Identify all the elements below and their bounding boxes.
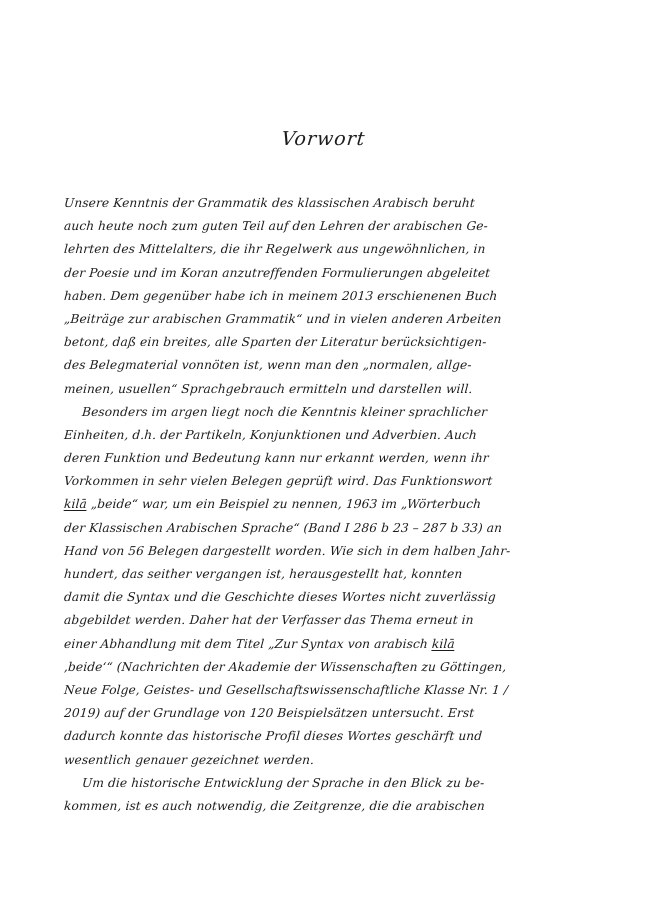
text-line: kommen, ist es auch notwendig, die Zeitgrenze, die die arabischen — [63, 798, 486, 813]
underlined-term: kilā — [63, 497, 88, 512]
text-line: haben. Dem gegenüber habe ich in meinem 2013 erschienenen Buch — [63, 288, 498, 303]
text-line: des Belegmaterial vonnöten ist, wenn man den „normalen, allge- — [63, 358, 473, 373]
text-line: Neue Folge, Geistes- und Gesellschaftswissenschaftliche Klasse Nr. 1 / — [63, 682, 509, 697]
text-line: der Poesie und im Koran anzutreffenden Formulierungen abgeleitet — [63, 265, 491, 280]
text-line: 2019) auf der Grundlage von 120 Beispielsätzen untersucht. Erst — [63, 706, 475, 721]
text-line: deren Funktion und Bedeutung kann nur erkannt werden, wenn ihr — [63, 451, 490, 466]
page-title: Vorwort — [280, 128, 367, 150]
text-line: „Beiträge zur arabischen Grammatik“ und in vielen anderen Arbeiten — [63, 311, 502, 326]
text-line: hundert, das seither vergangen ist, herausgestellt hat, konnten — [63, 567, 463, 581]
text-line: auch heute noch zum guten Teil auf den Lehren der arabischen Ge- — [63, 219, 489, 234]
text-line: kilā „beide“ war, um ein Beispiel zu nennen, 1963 im „Wörterbuch — [63, 497, 482, 512]
text-line: lehrten des Mittelalters, die ihr Regelwerk aus ungewöhnlichen, in — [63, 242, 486, 257]
body-text — [64, 192, 554, 818]
text-line: betont, daß ein breites, alle Sparten der Literatur berücksichtigen- — [63, 335, 487, 350]
text-line: ‚beide‘“ (Nachrichten der Akademie der Wissenschaften zu Göttingen, — [63, 659, 507, 674]
text-line: abgebildet werden. Daher hat der Verfasser das Thema erneut in — [63, 613, 475, 628]
underlined-term: kilā — [431, 636, 456, 651]
text-line: der Klassischen Arabischen Sprache“ (Band I 286 b 23 – 287 b 33) an — [63, 520, 503, 535]
text-line: Vorkommen in sehr vielen Belegen geprüft wird. Das Funktionswort — [63, 474, 493, 489]
text-line: Besonders im argen liegt noch die Kenntnis kleiner sprachlicher — [81, 404, 488, 419]
text-line: Unsere Kenntnis der Grammatik des klassischen Arabisch beruht — [63, 196, 476, 210]
text-line: meinen, usuellen“ Sprachgebrauch ermitteln und darstellen will. — [63, 381, 473, 396]
text-line: dadurch konnte das historische Profil dieses Wortes geschärft und — [63, 729, 483, 744]
text-line: Hand von 56 Belegen dargestellt worden. Wie sich in dem halben Jahr- — [63, 543, 511, 558]
text-line: Um die historische Entwicklung der Sprache in den Blick zu be- — [81, 775, 485, 790]
text-line: wesentlich genauer gezeichnet werden. — [63, 752, 315, 767]
text-line: damit die Syntax und die Geschichte dieses Wortes nicht zuverlässig — [63, 590, 497, 605]
text-line: einer Abhandlung mit dem Titel „Zur Syntax von arabisch kilā — [63, 636, 456, 651]
text-line: Einheiten, d.h. der Partikeln, Konjunktionen und Adverbien. Auch — [63, 427, 478, 442]
